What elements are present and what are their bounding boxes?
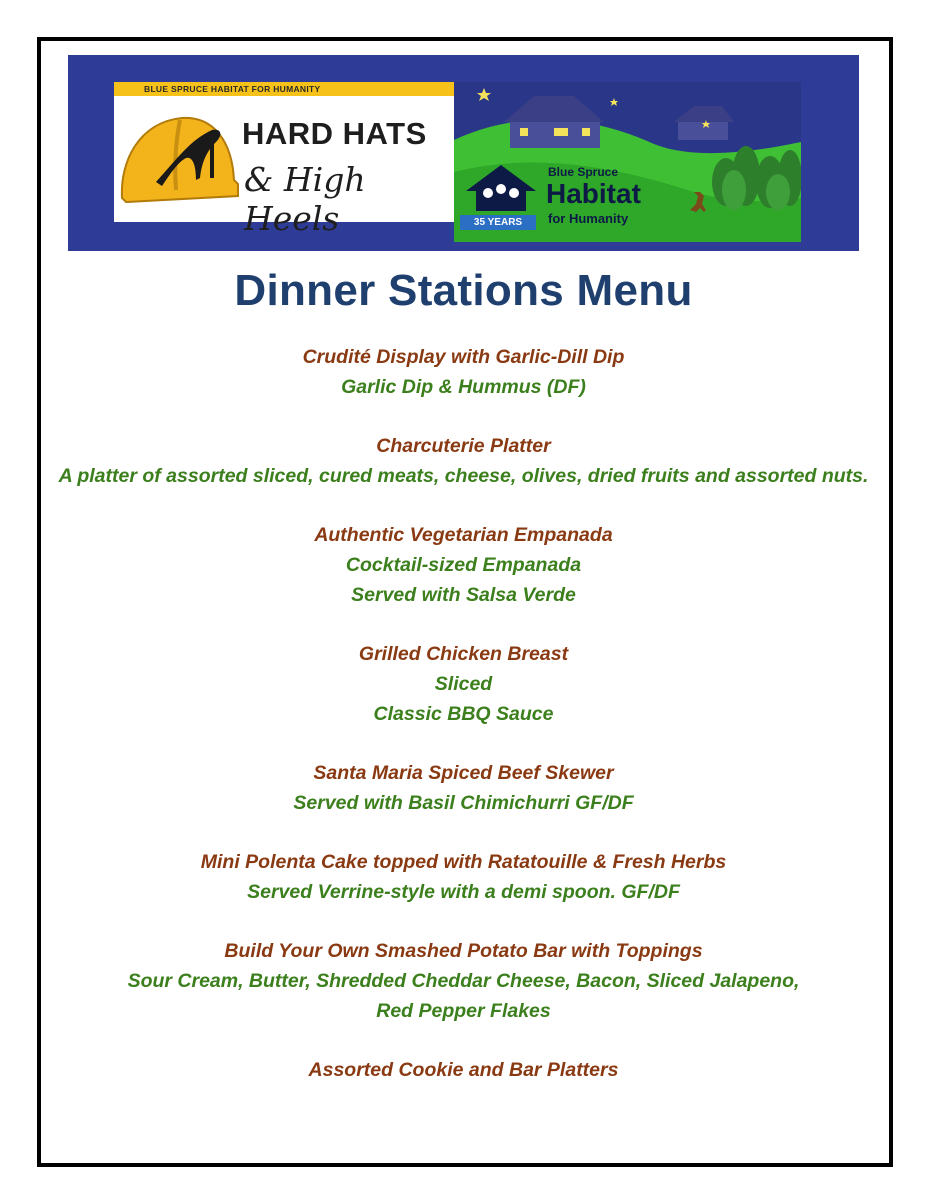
menu-item: [50, 1055, 877, 1085]
menu-item-description: Cocktail-sized Empanada: [345, 554, 582, 576]
menu-item-title: Charcuterie Platter: [376, 435, 551, 457]
org-name-small: Blue Spruce: [548, 165, 619, 179]
menu-item-title: Grilled Chicken Breast: [358, 643, 569, 665]
event-title-line1: HARD HATS: [242, 116, 427, 151]
menu-item-title: Build Your Own Smashed Potato Bar with Toppings: [224, 940, 703, 962]
menu-list: [50, 342, 877, 1114]
menu-item: [50, 520, 877, 610]
menu-item: [50, 431, 877, 491]
event-logo: [114, 82, 454, 238]
menu-item: [50, 758, 877, 818]
logo-topline: BLUE SPRUCE HABITAT FOR HUMANITY: [114, 82, 454, 96]
menu-item: [50, 639, 877, 729]
menu-item-description: Red Pepper Flakes: [376, 1000, 551, 1022]
event-banner: [68, 55, 859, 251]
menu-item-description: A platter of assorted sliced, cured meats, cheese, olives, dried fruits and assorted nuts.: [58, 465, 869, 487]
event-title-line2: & High Heels: [244, 160, 366, 238]
menu-item-description: Sour Cream, Butter, Shredded Cheddar Cheese, Bacon, Sliced Jalapeno,: [127, 970, 800, 992]
menu-item-title: Mini Polenta Cake topped with Ratatouille & Fresh Herbs: [200, 851, 727, 873]
habitat-logo-icon: [464, 163, 538, 215]
org-name: Habitat: [546, 178, 641, 209]
menu-item: [50, 342, 877, 402]
org-name-sub: for Humanity: [548, 211, 629, 226]
hard-hat-icon: [116, 100, 242, 210]
menu-item-title: Santa Maria Spiced Beef Skewer: [313, 762, 614, 784]
menu-item-title: Crudité Display with Garlic-Dill Dip: [302, 346, 625, 368]
menu-item-description: Classic BBQ Sauce: [373, 703, 554, 725]
menu-item-title: Authentic Vegetarian Empanada: [314, 524, 613, 546]
menu-item-description: Sliced: [434, 673, 493, 695]
menu-item-description: Served Verrine-style with a demi spoon. GF/DF: [247, 881, 680, 903]
menu-item-description: Garlic Dip & Hummus (DF): [341, 376, 586, 398]
menu-item-description: Served with Salsa Verde: [351, 584, 576, 606]
menu-item-description: Served with Basil Chimichurri GF/DF: [293, 792, 634, 814]
menu-item-title: Assorted Cookie and Bar Platters: [308, 1059, 619, 1081]
page-title: Dinner Stations Menu: [234, 266, 693, 315]
years-badge: 35 YEARS: [460, 215, 536, 230]
menu-item: [50, 936, 877, 1026]
menu-item: [50, 847, 877, 907]
